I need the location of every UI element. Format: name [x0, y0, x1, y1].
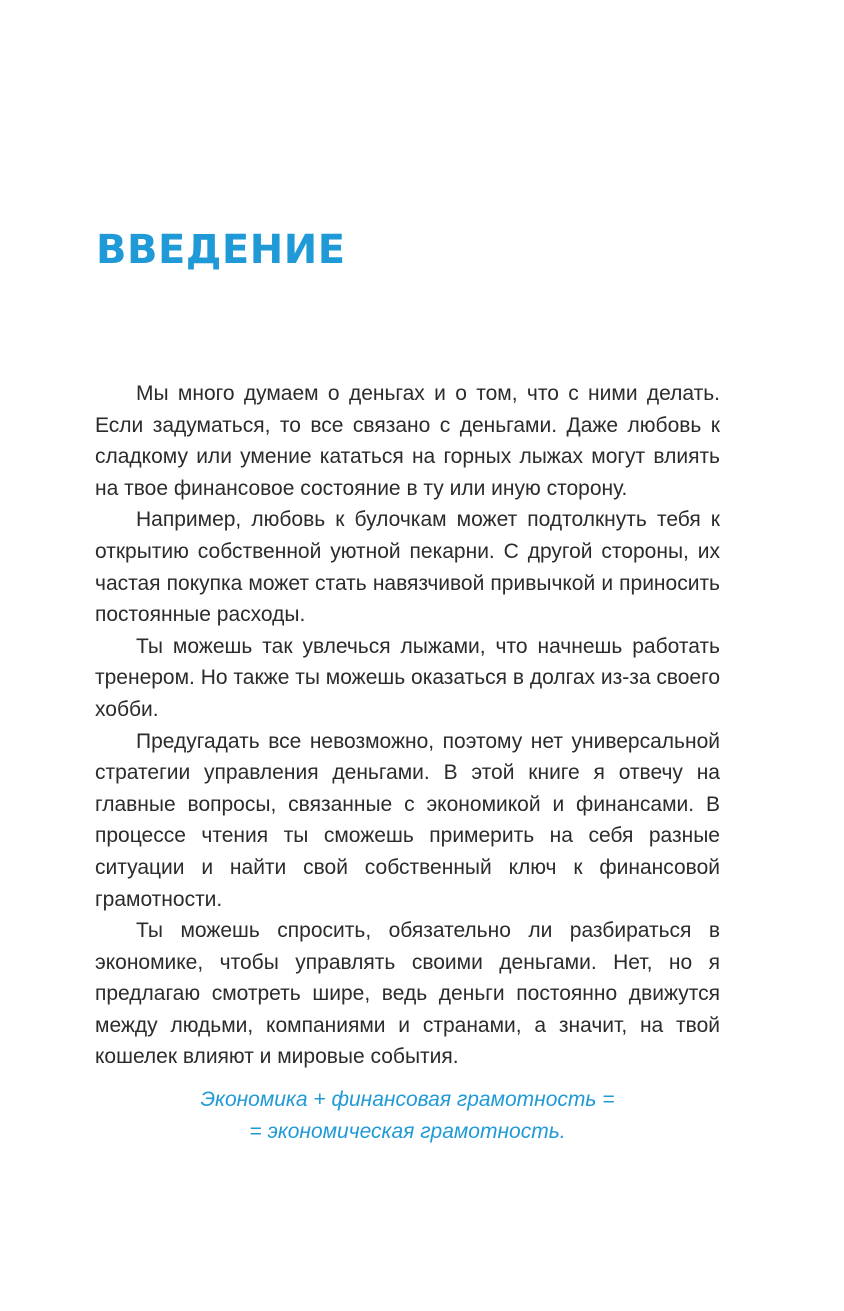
body-text — [95, 378, 720, 1073]
formula-line-2: = экономическая грамотность. — [249, 1119, 566, 1143]
paragraph: Предугадать все невозможно, поэтому нет универсальной стратегии управления деньгами. В этой книге я отвечу на главные вопросы, связанные с экономикой и финансами. В процессе чтения ты сможешь примерить на себя разные ситуации и найти свой собственный ключ к финансовой грамотности. — [95, 729, 720, 911]
paragraph: Мы много думаем о деньгах и о том, что с ними делать. Если задуматься, то все связано с деньгами. Даже любовь к сладкому или умение кататься на горных лыжах могут влиять на твое финансовое состояние в ту или иную сторону. — [95, 382, 720, 500]
formula-line-1: Экономика + финансовая грамотность = — [200, 1088, 615, 1111]
paragraph: Ты можешь спросить, обязательно ли разбираться в экономике, чтобы управлять своими деньгами. Нет, но я предлагаю смотреть шире, ведь деньги постоянно движутся между людьми, компаниями и странами, а значит, на твой кошелек влияют и мировые события. — [95, 919, 720, 1069]
paragraph: Например, любовь к булочкам может подтолкнуть тебя к открытию собственной уютной пекарни. С другой стороны, их частая покупка может стать навязчивой привычкой и приносить постоянные расходы. — [95, 508, 720, 627]
paragraph: Ты можешь так увлечься лыжами, что начнешь работать тренером. Но также ты можешь оказаться в долгах из-за своего хобби. — [95, 634, 720, 721]
highlighted-formula — [95, 1084, 720, 1147]
chapter-title: ВВЕДЕНИЕ — [96, 227, 346, 273]
